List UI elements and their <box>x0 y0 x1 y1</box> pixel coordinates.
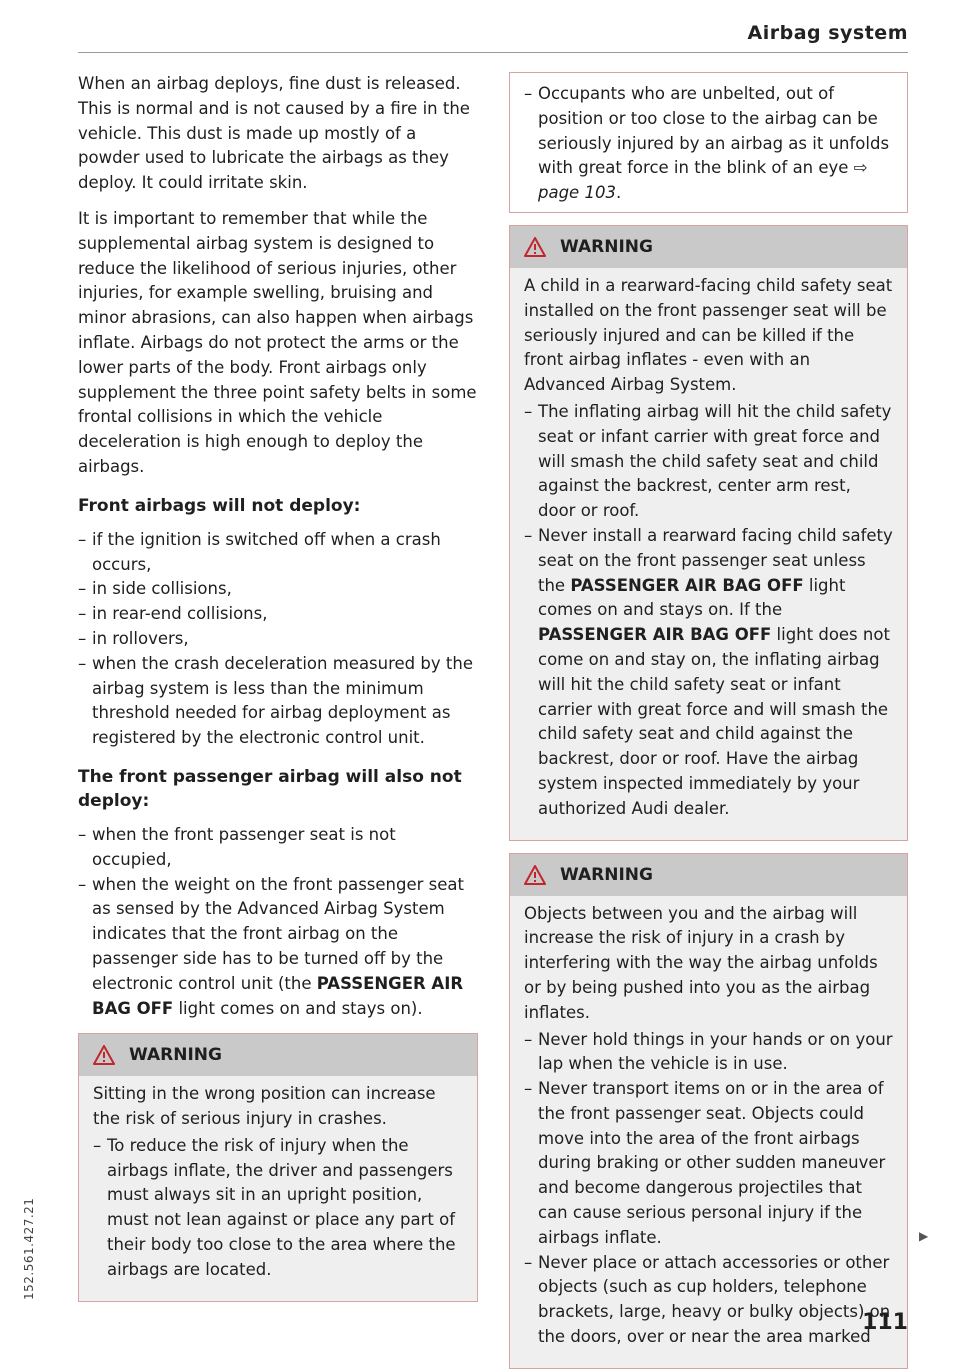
page-reference-link[interactable]: ⇨ page 103 <box>538 158 868 203</box>
list-item: – Occupants who are unbelted, out of position or too close to the airbag can be seriously injured by an airbag as it unfolds with great force in the blink of an eye ⇨ page 103. <box>524 82 893 206</box>
warning-header <box>510 226 907 268</box>
warning-list <box>524 1028 893 1350</box>
header-divider <box>78 52 908 53</box>
list-item: – Never place or attach accessories or other objects (such as cup holders, telephone brackets, large, heavy or bulky objects) on the doors, over or near the area marked <box>524 1251 893 1350</box>
right-column <box>509 72 908 1369</box>
play-triangle-icon: ▶ <box>919 1229 929 1243</box>
warning-header <box>510 854 907 896</box>
list-item: – when the front passenger seat is not occupied, <box>78 823 478 873</box>
list-no-deploy <box>78 528 478 751</box>
document-code: 152.561.427.21 <box>22 1197 36 1300</box>
list-item: – in side collisions, <box>78 577 478 602</box>
paragraph-supplemental: It is important to remember that while the supplemental airbag system is designed to reduce the likelihood of serious injuries, other injuries, for example swelling, bruising and minor abrasions, can also happen when airbags inflate. Airbags do not protect the arms or the lower parts of the body. Front airbags only supplement the three point safety belts in some frontal collisions in which the vehicle deceleration is high enough to deploy the airbags. <box>78 208 477 476</box>
page-number: 111 <box>862 1310 908 1335</box>
warning-triangle-icon <box>93 1045 115 1065</box>
heading-passenger-airbag: The front passenger airbag will also not deploy: <box>78 766 462 811</box>
warning-box-objects <box>509 853 908 1369</box>
warning-title: WARNING <box>560 236 653 257</box>
warning-text: Sitting in the wrong position can increase the risk of serious injury in crashes. <box>93 1084 436 1129</box>
list-item: – if the ignition is switched off when a crash occurs, <box>78 528 478 578</box>
warning-triangle-icon <box>524 237 546 257</box>
list-item: – Never hold things in your hands or on your lap when the vehicle is in use. <box>524 1028 893 1078</box>
list-item: – in rear-end collisions, <box>78 602 478 627</box>
note-list <box>524 82 893 206</box>
paragraph-dust: When an airbag deploys, fine dust is released. This is normal and is not caused by a fire in the vehicle. This dust is made up mostly of a powder used to lubricate the airbags as they deploy. It could irritate skin. <box>78 74 470 193</box>
list-item: – To reduce the risk of injury when the airbags inflate, the driver and passengers must always sit in an upright position, must not lean against or place any part of their body too close to the area where the airbags are located. <box>93 1134 463 1283</box>
warning-box-position <box>78 1033 478 1301</box>
warning-text: Objects between you and the airbag will increase the risk of injury in a crash by interfering with the way the airbag unfolds or by being pushed into you as the airbag inflates. <box>524 903 878 1022</box>
warning-list <box>524 400 893 822</box>
warning-body <box>79 1076 477 1300</box>
warning-title: WARNING <box>560 864 653 885</box>
note-box-occupants <box>509 72 908 213</box>
list-passenger-no-deploy <box>78 823 478 1021</box>
list-item: – The inflating airbag will hit the child safety seat or infant carrier with great force and will smash the child safety seat and child against the backrest, center arm rest, door or roof. <box>524 400 893 524</box>
left-column <box>78 72 478 1302</box>
list-item: – when the weight on the front passenger seat as sensed by the Advanced Airbag System indicates that the front airbag on the passenger side has to be turned off by the electronic control unit (the PASSENGER AIR BAG OFF light comes on and stays on). <box>78 873 478 1022</box>
warning-body <box>510 268 907 840</box>
warning-box-child-seat <box>509 225 908 841</box>
list-item: – Never transport items on or in the area of the front passenger seat. Objects could move into the area of the front airbags during braking or other sudden maneuver and become dangerous projectiles that can cause serious personal injury if the airbags inflate. <box>524 1077 893 1251</box>
warning-text: A child in a rearward-facing child safety seat installed on the front passenger seat will be seriously injured and can be killed if the front airbag inflates - even with an Advanced Airbag System. <box>524 275 893 395</box>
heading-front-airbags: Front airbags will not deploy: <box>78 495 361 516</box>
warning-header <box>79 1034 477 1076</box>
section-title: Airbag system <box>747 22 908 44</box>
warning-body <box>510 896 907 1368</box>
list-item: – in rollovers, <box>78 627 478 652</box>
list-item: – when the crash deceleration measured by the airbag system is less than the minimum threshold needed for airbag deployment as registered by the electronic control unit. <box>78 652 478 751</box>
list-item: – Never install a rearward facing child safety seat on the front passenger seat unless the PASSENGER AIR BAG OFF light comes on and stays on. If the PASSENGER AIR BAG OFF light does not come on and stay on, the inflating airbag will hit the child safety seat or infant carrier with great force and will smash the child safety seat and child against the backrest, door or roof. Have the airbag system inspected immediately by your authorized Audi dealer. <box>524 524 893 822</box>
warning-triangle-icon <box>524 865 546 885</box>
warning-title: WARNING <box>129 1045 222 1066</box>
warning-list <box>93 1134 463 1283</box>
